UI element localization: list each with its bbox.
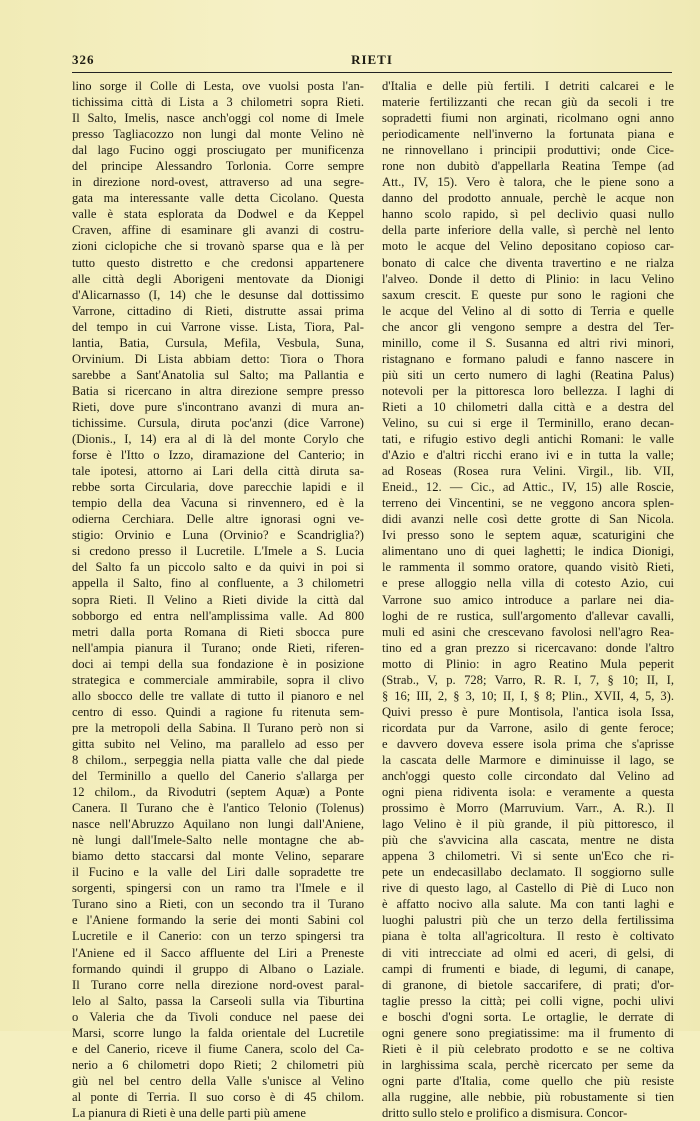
text-line: alla ruggine, alle nebbie, più robustamente si tien — [382, 1089, 674, 1104]
text-line: gitta subito nel Velino, ma parallelo ad esso per — [72, 736, 364, 751]
text-line: Marsi, scorre lungo la falda orientale del Lucretile — [72, 1025, 364, 1040]
text-line: § 16; III, 2, § 3, 10; II, I, § 8; Plin., XVII, 4, 5, 3). — [382, 688, 674, 703]
text-line: La pianura di Rieti è una delle parti più amene — [72, 1106, 306, 1120]
text-line: Varrone, cittadino di Rieti, distrutte assai prima — [72, 303, 364, 318]
text-line: tale ipotesi, attorno ai Lari della città diruta sa- — [72, 464, 364, 479]
text-line: moto le acque del Velino depositano copioso car- — [382, 239, 674, 254]
text-line: terreno dei Vincentini, se ne veggono ancora splen- — [382, 496, 674, 511]
text-line: d'Italia e delle più fertili. I detriti calcarei e le — [382, 79, 674, 93]
text-line: Canera. Il Turano che è l'antico Telonio (Tolenus) — [72, 801, 364, 816]
text-line: ogni genere sono pregiatissime: ma il frumento di — [382, 1025, 674, 1040]
text-line: il Fucino e la valle del Liri dalle sopradette tre — [72, 865, 364, 880]
text-line: sopradetti fiumi non arginati, ricolmano ogni anno — [382, 111, 674, 126]
text-line: ogni piena ridiventa isola: e veramente a questa — [382, 785, 674, 800]
text-line: appena 3 chilometri. Vi si sente un'Eco che ri- — [382, 849, 674, 864]
text-line: Il Turano corre nella direzione nord-ovest paral- — [72, 977, 364, 992]
text-line: tempio della dea Vacuna si rinvennero, ed è la — [72, 496, 364, 511]
text-line: saxum crescit. E queste pur sono le ragioni che — [382, 287, 674, 302]
text-line: Att., IV, 15). Vero è talora, che le piene sono a — [382, 175, 674, 190]
text-line: presso Tagliacozzo non lungi dal monte Velino nè — [72, 127, 364, 142]
text-line: metri dalla porta Romana di Rieti sbocca pure — [72, 624, 364, 639]
page-number: 326 — [72, 52, 95, 67]
text-line: strategica e commerciale ammirabile, sopra il clivo — [72, 672, 364, 687]
text-line: pre la metropoli della Sabina. Il Turano però non si — [72, 720, 364, 735]
text-line: Il Salto, Imelis, nasce anch'oggi col nome di Imele — [72, 111, 364, 126]
right-text-column — [382, 78, 674, 1121]
text-line: Batia si ricercano in altra direzione sempre presso — [72, 383, 364, 398]
page-header — [72, 50, 672, 70]
text-line: di granone, di bietole saccarifere, di prati; d'or- — [382, 977, 674, 992]
text-line: lino sorge il Colle di Lesta, ove vuolsi posta l'an- — [72, 79, 364, 93]
text-line: Eneid., 12. — Cic., ad Attic., IV, 15) alle Roscie, — [382, 480, 674, 495]
text-line: del Salto fa un piccolo salto e da quivi in poi si — [72, 560, 364, 575]
text-line: zioni ciclopiche che si trovanò sparse qua e là per — [72, 239, 364, 254]
text-line: luoghi palustri più che un terzo della fertilissima — [382, 913, 674, 928]
text-line: della parte inferiore della valle, sì perchè nel lento — [382, 223, 674, 238]
text-line: d'Alicarnasso (I, 14) che le desunse dal dottissimo — [72, 287, 364, 302]
header-rule — [72, 72, 672, 73]
text-line: stigio: Orvinio e Luna (Orvinio? e Scandriglia?) — [72, 528, 364, 543]
text-line: tino ed a gran prezzo si ricercavano: donde l'altro — [382, 640, 674, 655]
text-line: più siti un certo numero di laghi (Reatina Palus) — [382, 367, 674, 382]
text-line: anch'oggi questo colle circondato dal Velino ad — [382, 769, 674, 784]
text-line: Quivi presso è pure Montisola, l'antica isola Issa, — [382, 704, 674, 719]
text-line: ne rinnovellano i principii produttivi; onde Cice- — [382, 143, 674, 158]
text-line: e davvero doveva essere isola prima che s'aprisse — [382, 736, 674, 751]
text-line: si credono presso il Lucretile. L'Imele a S. Lucia — [72, 544, 364, 559]
text-line: valle è stata esplorata da Dodwel e da Keppel — [72, 207, 364, 222]
text-line: e l'Aniene formando la serie dei monti Sabini col — [72, 913, 364, 928]
text-line: prossimo è Morro (Marruvium. Varr., A. R.). Il — [382, 801, 674, 816]
text-line: Craven, affine di esaminare gli avanzi di costru- — [72, 223, 364, 238]
text-line: 12 chilom., da Rivodutri (septem Aquæ) a Ponte — [72, 785, 364, 800]
text-line: rebbe sorta Circularia, dove parecchie lapidi e il — [72, 480, 364, 495]
text-line: lelo al Salto, passa la Carseoli sulla via Tiburtina — [72, 993, 364, 1008]
text-line: le rammenta il sommo oratore, quando visitò Rieti, — [382, 560, 674, 575]
text-line: tichissima città di Lista a 3 chilometri sopra Rieti. — [72, 95, 364, 110]
text-line: Rieti, dove pure s'incontrano avanzi di mura an- — [72, 399, 364, 414]
text-line: nasce nell'Abruzzo Aquilano non lungi dall'Aniene, — [72, 817, 364, 832]
text-line: al ponte di Terria. Il suo corso è di 45 chilom. — [72, 1089, 364, 1104]
text-line: bonato di calce che diventa travertino e ne rialza — [382, 255, 674, 270]
text-line: d'Azio e d'altri ricchi erano ivi e in tutta la valle; — [382, 448, 674, 463]
text-line: tati, e rifugio estivo degli antichi Romani: le valle — [382, 432, 674, 447]
text-line: rive di questo lago, al Castello di Piè di Luco non — [382, 881, 674, 896]
text-line: muli ed asini che crescevano favolosi nell'agro Rea- — [382, 624, 674, 639]
text-line: e boschi d'ogni sorta. Le ortaglie, le derrate di — [382, 1009, 674, 1024]
text-line: ristagnano e formano paludi e fanno nascere in — [382, 351, 674, 366]
text-line: è affatto nocivo alla salute. Ma con tanti laghi e — [382, 897, 674, 912]
text-line: tutto questo distretto e che credonsi appartenere — [72, 255, 364, 270]
text-line: biamo detto staccarsi dal monte Velino, separare — [72, 849, 364, 864]
text-line: e prese alloggio nella villa di cotesto Azio, cui — [382, 576, 674, 591]
text-line: le acque del Velino al di sotto di Terria e quelle — [382, 303, 674, 318]
text-line: che ancor gli vengono sempre a destra del Ter- — [382, 319, 674, 334]
text-line: didi avanzi nelle così dette grotte di San Nicola. — [382, 512, 674, 527]
text-line: alimentano uno di quei laghetti; le indica Dionigi, — [382, 544, 674, 559]
text-line: nerio a 6 chilometri dopo Rieti; 2 chilometri più — [72, 1057, 364, 1072]
text-line: loghi de re rustica, sull'argomento d'allevar cavalli, — [382, 608, 674, 623]
text-line: Varrone suo amico introduce a parlare nei dia- — [382, 592, 674, 607]
left-text-column — [72, 78, 364, 1121]
text-line: danno del prodotto annuale, perchè le acque non — [382, 191, 674, 206]
text-line: l'Aniene ed il Sacco affluente del Liri a Preneste — [72, 945, 364, 960]
text-line: appella il Salto, fino al confluente, a 3 chilometri — [72, 576, 364, 591]
text-line: nell'ampia pianura il Turano; onde Rieti, riferen- — [72, 640, 364, 655]
text-line: formando quindi il gruppo di Albano o Laziale. — [72, 961, 364, 976]
text-line: la cascata delle Marmore e diminuisse il lago, se — [382, 752, 674, 767]
text-line: sarebbe a Sant'Anatolia sul Salto; ma Pallantia e — [72, 367, 364, 382]
text-line: del tempo in cui Varrone visse. Lista, Tiora, Pal- — [72, 319, 364, 334]
running-title: RIETI — [351, 52, 393, 67]
text-line: pete un endecasillabo declamato. Il soggiorno sulle — [382, 865, 674, 880]
text-line: sopra Rieti. Il Velino a Rieti divide la città dal — [72, 592, 364, 607]
text-line: forse è l'Itto o Izzo, diramazione del Canterio; in — [72, 448, 364, 463]
text-line: ogni parte d'Italia, come quello che più resiste — [382, 1073, 674, 1088]
text-line: Ivi presso sono le septem aquæ, scaturigini che — [382, 528, 674, 543]
text-line: taglie presso la città; pei colli vigne, pochi ulivi — [382, 993, 674, 1008]
text-line: tichissime. Cursula, diruta poc'anzi (dice Varrone) — [72, 415, 364, 430]
text-line: dal lago Fucino oggi prosciugato per munificenza — [72, 143, 364, 158]
text-line: sorgenti, spingersi con un ramo tra l'Imele e il — [72, 881, 364, 896]
text-line: alle città degli Aborigeni mentovate da Dionigi — [72, 271, 364, 286]
text-line: Lucretile e il Canerio: con un terzo spingersi tra — [72, 929, 364, 944]
text-line: Velino, su cui si erge il Terminillo, erano decan- — [382, 415, 674, 430]
text-line: periodicamente nell'inverno la fortunata piana e — [382, 127, 674, 142]
text-line: ad Roseas (Rosea rura Velini. Virgil., lib. VII, — [382, 464, 674, 479]
text-line: (Strab., V, p. 728; Varro, R. R. I, 7, § 10; II, I, — [382, 672, 674, 687]
text-line: di viti intrecciate ad olmi ed aceri, di gelsi, di — [382, 945, 674, 960]
text-line: lantia, Batia, Cursula, Mefila, Vesbula, Suna, — [72, 335, 364, 350]
text-line: Orvinium. Di Lista abbiam detto: Tiora o Thora — [72, 351, 364, 366]
text-line: (Dionis., I, 14) era al di là del monte Corylo che — [72, 432, 364, 447]
text-line: motto di Plinio: in agro Reatino Mula peperit — [382, 656, 674, 671]
text-line: campi di frumenti e biade, di legumi, di canape, — [382, 961, 674, 976]
text-line: nè lungi dall'Imele-Salto nelle montagne che ab- — [72, 833, 364, 848]
text-line: minillo, come il S. Susanna ed altri rivi minori, — [382, 335, 674, 350]
text-line: 8 chilom., serpeggia nella piatta valle che dal piede — [72, 752, 364, 767]
text-line: odierna Cerchiara. Delle altre ignorasi ogni ve- — [72, 512, 364, 527]
text-line: più che s'avvicina alla cascata, mentre ne dista — [382, 833, 674, 848]
text-line: del principe Alessandro Torlonia. Corre sempre — [72, 159, 364, 174]
text-line: allo sbocco delle tre vallate di tutto il pianoro e nel — [72, 688, 364, 703]
text-line: centro di esso. Quindi a ragione fu ritenuta sem- — [72, 704, 364, 719]
text-line: lago Velino è il più grande, il più pittoresco, il — [382, 817, 674, 832]
text-line: sobborgo ed entra nell'amplissima valle. Ad 800 — [72, 608, 364, 623]
text-line: Turano sino a Rieti, con un secondo tra il Turano — [72, 897, 364, 912]
text-line: materie fertilizzanti che recan giù da secoli i tre — [382, 95, 674, 110]
text-line: gata ma interessante valle detta Cicolano. Questa — [72, 191, 364, 206]
text-line: doci ai tempi della sua fondazione è in posizione — [72, 656, 364, 671]
text-line: Rieti a 10 chilometri dalla città e a destra del — [382, 399, 674, 414]
text-line: hanno scolo rapido, sì pel declivio quasi nullo — [382, 207, 674, 222]
text-line: ricordata pur da Varrone, asilo di gente feroce; — [382, 720, 674, 735]
text-line: in larghissima scala, perchè ricercato per seme da — [382, 1057, 674, 1072]
text-line: l'alveo. Donde il detto di Plinio: in lacu Velino — [382, 271, 674, 286]
text-line: in direzione nord-ovest, attraverso ad una segre- — [72, 175, 364, 190]
text-line: e del Canerio, riceve il fiume Canera, scolo del Ca- — [72, 1041, 364, 1056]
text-line: del Terminillo a quello del Canerio s'allarga per — [72, 769, 364, 784]
text-line: notevoli per la pittoresca loro bellezza. I laghi di — [382, 383, 674, 398]
text-line: Rieti è il più celebrato prodotto e se ne coltiva — [382, 1041, 674, 1056]
text-line: dritto sullo stelo e prolifico a dismisura. Concor- — [382, 1106, 628, 1120]
text-line: rone non dubitò d'appellarla Reatina Tempe (ad — [382, 159, 674, 174]
text-line: piana è tolta all'agricoltura. Il resto è coltivato — [382, 929, 674, 944]
text-line: giù nel bel centro della Valle s'unisce al Velino — [72, 1073, 364, 1088]
text-line: o Valeria che da Tivoli conduce nel paese dei — [72, 1009, 364, 1024]
